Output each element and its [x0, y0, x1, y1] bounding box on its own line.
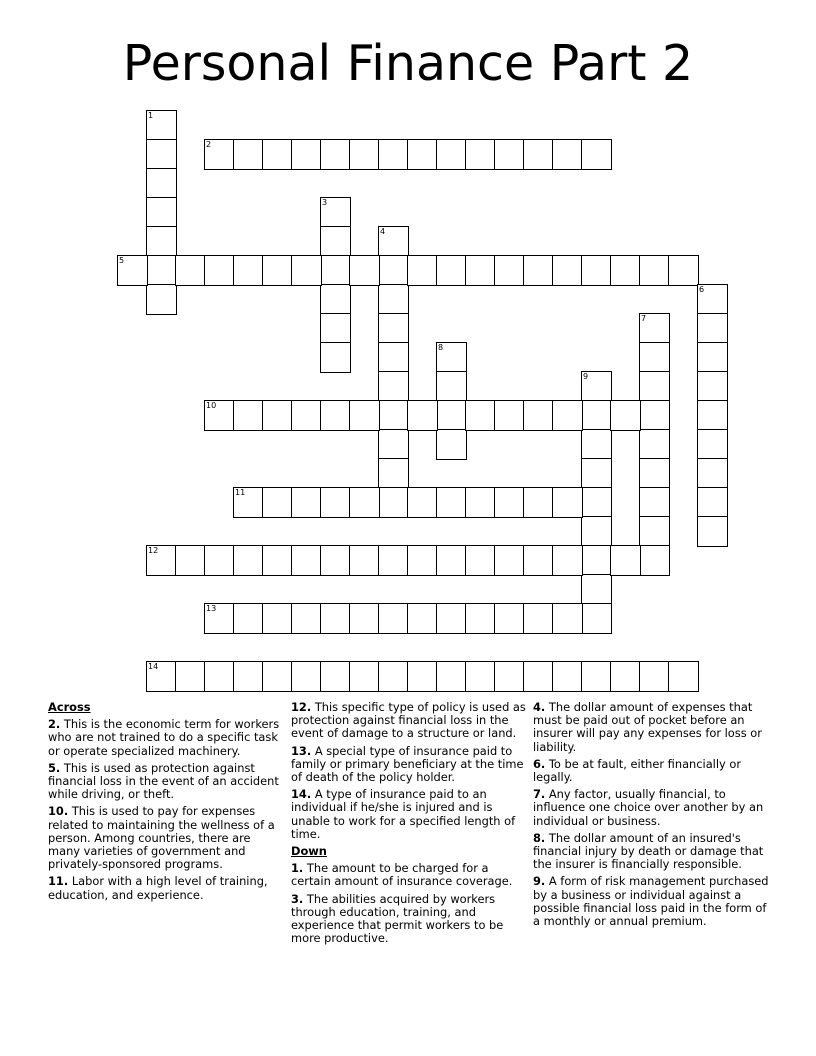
grid-cell[interactable]	[436, 487, 467, 518]
grid-cell[interactable]	[204, 661, 235, 692]
grid-cell[interactable]	[407, 139, 438, 170]
clue-across-13	[291, 745, 527, 785]
grid-cell[interactable]	[349, 139, 380, 170]
grid-cell[interactable]	[639, 255, 670, 286]
grid-cell[interactable]	[436, 661, 467, 692]
grid-cell[interactable]	[233, 255, 264, 286]
grid-cell[interactable]	[378, 487, 409, 518]
grid-cell[interactable]	[233, 545, 264, 576]
grid-cell[interactable]	[291, 603, 322, 634]
clue-down-1	[291, 862, 527, 888]
clue-text: The dollar amount of expenses that must be paid out of pocket before an insurer will pay any expenses for loss or liability.	[533, 700, 762, 754]
grid-cell[interactable]	[552, 545, 583, 576]
grid-cell[interactable]	[465, 400, 496, 431]
clue-number: 6.	[533, 756, 546, 771]
grid-cell[interactable]	[320, 226, 351, 257]
grid-cell[interactable]	[494, 255, 525, 286]
grid-cell[interactable]	[320, 400, 351, 431]
grid-cell[interactable]	[146, 661, 177, 692]
clue-number: 2.	[48, 717, 61, 732]
grid-cell[interactable]	[204, 400, 235, 431]
cell-number: 11	[235, 488, 246, 497]
clue-down-6	[533, 758, 771, 784]
grid-cell[interactable]	[639, 545, 670, 576]
grid-cell[interactable]	[378, 458, 409, 489]
grid-cell[interactable]	[581, 139, 612, 170]
grid-cell[interactable]	[407, 487, 438, 518]
grid-cell[interactable]	[291, 661, 322, 692]
grid-cell[interactable]	[204, 139, 235, 170]
grid-cell[interactable]	[291, 545, 322, 576]
grid-cell[interactable]	[523, 545, 554, 576]
grid-cell[interactable]	[581, 603, 612, 634]
grid-cell[interactable]	[697, 371, 728, 402]
clue-text: This is the economic term for workers who are not trained to do a specific task or operate specialized machinery.	[48, 717, 280, 758]
grid-cell[interactable]	[262, 603, 293, 634]
grid-cell[interactable]	[407, 400, 438, 431]
clue-number: 4.	[533, 700, 546, 714]
grid-cell[interactable]	[697, 400, 728, 431]
grid-cell[interactable]	[697, 429, 728, 460]
grid-cell[interactable]	[175, 255, 206, 286]
grid-cell[interactable]	[291, 255, 322, 286]
grid-cell[interactable]	[610, 255, 641, 286]
grid-cell[interactable]	[262, 545, 293, 576]
clue-number: 9.	[533, 874, 546, 889]
grid-cell[interactable]	[581, 545, 612, 576]
grid-cell[interactable]	[465, 545, 496, 576]
grid-cell[interactable]	[204, 545, 235, 576]
grid-cell[interactable]	[378, 400, 409, 431]
clue-text: The dollar amount of an insured's financial injury by death or damage that the insurer is financially responsible.	[533, 830, 764, 872]
down-heading: Down	[291, 844, 327, 859]
clue-number: 8.	[533, 830, 546, 845]
grid-cell[interactable]	[465, 661, 496, 692]
grid-cell[interactable]	[697, 284, 728, 315]
grid-cell[interactable]	[494, 545, 525, 576]
grid-cell[interactable]	[436, 371, 467, 402]
clue-text: To be at fault, either financially or legally.	[533, 756, 742, 785]
grid-cell[interactable]	[581, 574, 612, 605]
grid-cell[interactable]	[291, 487, 322, 518]
grid-cell[interactable]	[233, 487, 264, 518]
grid-cell[interactable]	[697, 313, 728, 344]
grid-cell[interactable]	[639, 400, 670, 431]
grid-cell[interactable]	[581, 400, 612, 431]
grid-cell[interactable]	[523, 139, 554, 170]
cell-number: 9	[583, 372, 589, 381]
grid-cell[interactable]	[407, 545, 438, 576]
clue-down-7	[533, 788, 771, 828]
clue-column-1	[48, 701, 284, 906]
grid-cell[interactable]	[146, 255, 177, 286]
clue-text: The abilities acquired by workers through education, training, and experience that permit workers to be more productive.	[291, 891, 504, 946]
across-heading: Across	[48, 700, 91, 714]
clue-text: This is used as protection against financial loss in the event of an accident while driving, or theft.	[48, 760, 279, 802]
clue-number: 11.	[48, 874, 69, 889]
cell-number: 5	[119, 256, 125, 265]
grid-cell[interactable]	[320, 603, 351, 634]
clue-down-3	[291, 893, 527, 946]
grid-cell[interactable]	[349, 661, 380, 692]
grid-cell[interactable]	[233, 661, 264, 692]
clue-across-12	[291, 701, 527, 741]
grid-cell[interactable]	[320, 487, 351, 518]
grid-cell[interactable]	[320, 661, 351, 692]
grid-cell[interactable]	[523, 255, 554, 286]
cell-number: 2	[206, 140, 212, 149]
grid-cell[interactable]	[349, 603, 380, 634]
grid-cell[interactable]	[581, 487, 612, 518]
grid-cell[interactable]	[465, 603, 496, 634]
grid-cell[interactable]	[697, 342, 728, 373]
clue-number: 14.	[291, 787, 312, 802]
grid-cell[interactable]	[465, 255, 496, 286]
grid-cell[interactable]	[697, 516, 728, 547]
grid-cell[interactable]	[320, 197, 351, 228]
grid-cell[interactable]	[639, 342, 670, 373]
grid-cell[interactable]	[349, 400, 380, 431]
cell-number: 6	[699, 285, 705, 294]
clue-text: The amount to be charged for a certain amount of insurance coverage.	[291, 861, 513, 889]
grid-cell[interactable]	[146, 110, 177, 141]
grid-cell[interactable]	[494, 487, 525, 518]
grid-cell[interactable]	[407, 661, 438, 692]
grid-cell[interactable]	[668, 255, 699, 286]
grid-cell[interactable]	[262, 139, 293, 170]
grid-cell[interactable]	[320, 255, 351, 286]
grid-cell[interactable]	[494, 661, 525, 692]
grid-cell[interactable]	[610, 545, 641, 576]
grid-cell[interactable]	[378, 255, 409, 286]
grid-cell[interactable]	[320, 545, 351, 576]
grid-cell[interactable]	[581, 429, 612, 460]
clue-text: Any factor, usually financial, to influence one choice over another by an individual or business.	[533, 787, 764, 828]
clue-text: A type of insurance paid to an individual if he/she is injured and is unable to work for a specified length of time.	[291, 787, 516, 841]
grid-cell[interactable]	[262, 400, 293, 431]
cell-number: 14	[148, 662, 159, 671]
grid-cell[interactable]	[436, 429, 467, 460]
grid-cell[interactable]	[697, 487, 728, 518]
grid-cell[interactable]	[465, 487, 496, 518]
grid-cell[interactable]	[407, 603, 438, 634]
grid-cell[interactable]	[378, 429, 409, 460]
grid-cell[interactable]	[552, 603, 583, 634]
grid-cell[interactable]	[146, 168, 177, 199]
grid-cell[interactable]	[639, 429, 670, 460]
grid-cell[interactable]	[146, 545, 177, 576]
grid-cell[interactable]	[407, 255, 438, 286]
cell-number: 13	[206, 604, 217, 613]
cell-number: 4	[380, 227, 386, 236]
grid-cell[interactable]	[320, 284, 351, 315]
clue-across-11	[48, 875, 284, 901]
grid-cell[interactable]	[494, 603, 525, 634]
grid-cell[interactable]	[697, 458, 728, 489]
grid-cell[interactable]	[291, 400, 322, 431]
grid-cell[interactable]	[639, 371, 670, 402]
cell-number: 1	[148, 111, 154, 120]
grid-cell[interactable]	[378, 284, 409, 315]
grid-cell[interactable]	[436, 400, 467, 431]
clue-number: 3.	[291, 891, 304, 906]
grid-cell[interactable]	[204, 255, 235, 286]
grid-cell[interactable]	[523, 487, 554, 518]
grid-cell[interactable]	[349, 255, 380, 286]
grid-cell[interactable]	[175, 545, 206, 576]
grid-cell[interactable]	[436, 545, 467, 576]
grid-cell[interactable]	[436, 603, 467, 634]
grid-cell[interactable]	[146, 139, 177, 170]
grid-cell[interactable]	[523, 661, 554, 692]
cell-number: 7	[641, 314, 647, 323]
grid-cell[interactable]	[320, 342, 351, 373]
grid-cell[interactable]	[233, 400, 264, 431]
grid-cell[interactable]	[436, 139, 467, 170]
grid-cell[interactable]	[639, 313, 670, 344]
grid-cell[interactable]	[523, 603, 554, 634]
clue-text: This specific type of policy is used as protection against financial loss in the event of damage to a structure or land.	[291, 700, 526, 741]
grid-cell[interactable]	[610, 661, 641, 692]
grid-cell[interactable]	[204, 603, 235, 634]
clue-down-4	[533, 701, 771, 754]
clue-number: 12.	[291, 700, 312, 714]
clue-number: 13.	[291, 743, 312, 758]
grid-cell[interactable]	[378, 661, 409, 692]
grid-cell[interactable]	[378, 342, 409, 373]
grid-cell[interactable]	[320, 139, 351, 170]
grid-cell[interactable]	[291, 139, 322, 170]
grid-cell[interactable]	[552, 487, 583, 518]
page-title: Personal Finance Part 2	[122, 35, 694, 92]
grid-cell[interactable]	[378, 371, 409, 402]
grid-cell[interactable]	[262, 487, 293, 518]
grid-cell[interactable]	[581, 516, 612, 547]
grid-cell[interactable]	[436, 342, 467, 373]
clue-column-3	[533, 701, 771, 932]
clue-text: A form of risk management purchased by a business or individual against a possible financial loss paid in the form of a monthly or annual premium.	[533, 874, 769, 929]
clue-number: 7.	[533, 787, 546, 802]
grid-cell[interactable]	[581, 458, 612, 489]
grid-cell[interactable]	[552, 139, 583, 170]
grid-cell[interactable]	[639, 487, 670, 518]
grid-cell[interactable]	[175, 661, 206, 692]
grid-cell[interactable]	[465, 139, 496, 170]
grid-cell[interactable]	[581, 371, 612, 402]
cell-number: 8	[438, 343, 444, 352]
clue-down-9	[533, 875, 771, 928]
cell-number: 10	[206, 401, 217, 410]
grid-cell[interactable]	[639, 661, 670, 692]
grid-cell[interactable]	[233, 603, 264, 634]
clue-across-10	[48, 805, 284, 871]
grid-cell[interactable]	[233, 139, 264, 170]
grid-cell[interactable]	[320, 313, 351, 344]
grid-cell[interactable]	[639, 458, 670, 489]
grid-cell[interactable]	[146, 197, 177, 228]
grid-cell[interactable]	[117, 255, 148, 286]
grid-cell[interactable]	[349, 487, 380, 518]
grid-cell[interactable]	[639, 516, 670, 547]
grid-cell[interactable]	[494, 400, 525, 431]
clue-text: Labor with a high level of training, education, and experience.	[48, 874, 268, 902]
grid-cell[interactable]	[262, 255, 293, 286]
clue-across-5	[48, 762, 284, 802]
clue-across-2	[48, 718, 284, 758]
grid-cell[interactable]	[349, 545, 380, 576]
grid-cell[interactable]	[552, 400, 583, 431]
grid-cell[interactable]	[581, 661, 612, 692]
grid-cell[interactable]	[146, 226, 177, 257]
grid-cell[interactable]	[552, 255, 583, 286]
clue-column-2	[291, 701, 527, 949]
grid-cell[interactable]	[668, 661, 699, 692]
grid-cell[interactable]	[146, 284, 177, 315]
grid-cell[interactable]	[523, 400, 554, 431]
cell-number: 12	[148, 546, 159, 555]
cell-number: 3	[322, 198, 328, 207]
grid-cell[interactable]	[436, 255, 467, 286]
clue-down-8	[533, 832, 771, 872]
grid-cell[interactable]	[378, 139, 409, 170]
clue-number: 10.	[48, 804, 69, 819]
grid-cell[interactable]	[378, 313, 409, 344]
grid-cell[interactable]	[378, 603, 409, 634]
grid-cell[interactable]	[552, 661, 583, 692]
grid-cell[interactable]	[262, 661, 293, 692]
grid-cell[interactable]	[494, 139, 525, 170]
grid-cell[interactable]	[581, 255, 612, 286]
grid-cell[interactable]	[610, 400, 641, 431]
grid-cell[interactable]	[378, 545, 409, 576]
clue-number: 1.	[291, 861, 304, 876]
clue-text: This is used to pay for expenses related to maintaining the wellness of a person. Among countries, there are many varieties of government and privately-sponsored programs.	[48, 804, 275, 872]
clue-text: A special type of insurance paid to family or primary beneficiary at the time of death of the policy holder.	[291, 743, 524, 785]
grid-cell[interactable]	[378, 226, 409, 257]
clue-across-14	[291, 788, 527, 841]
clue-number: 5.	[48, 760, 61, 775]
